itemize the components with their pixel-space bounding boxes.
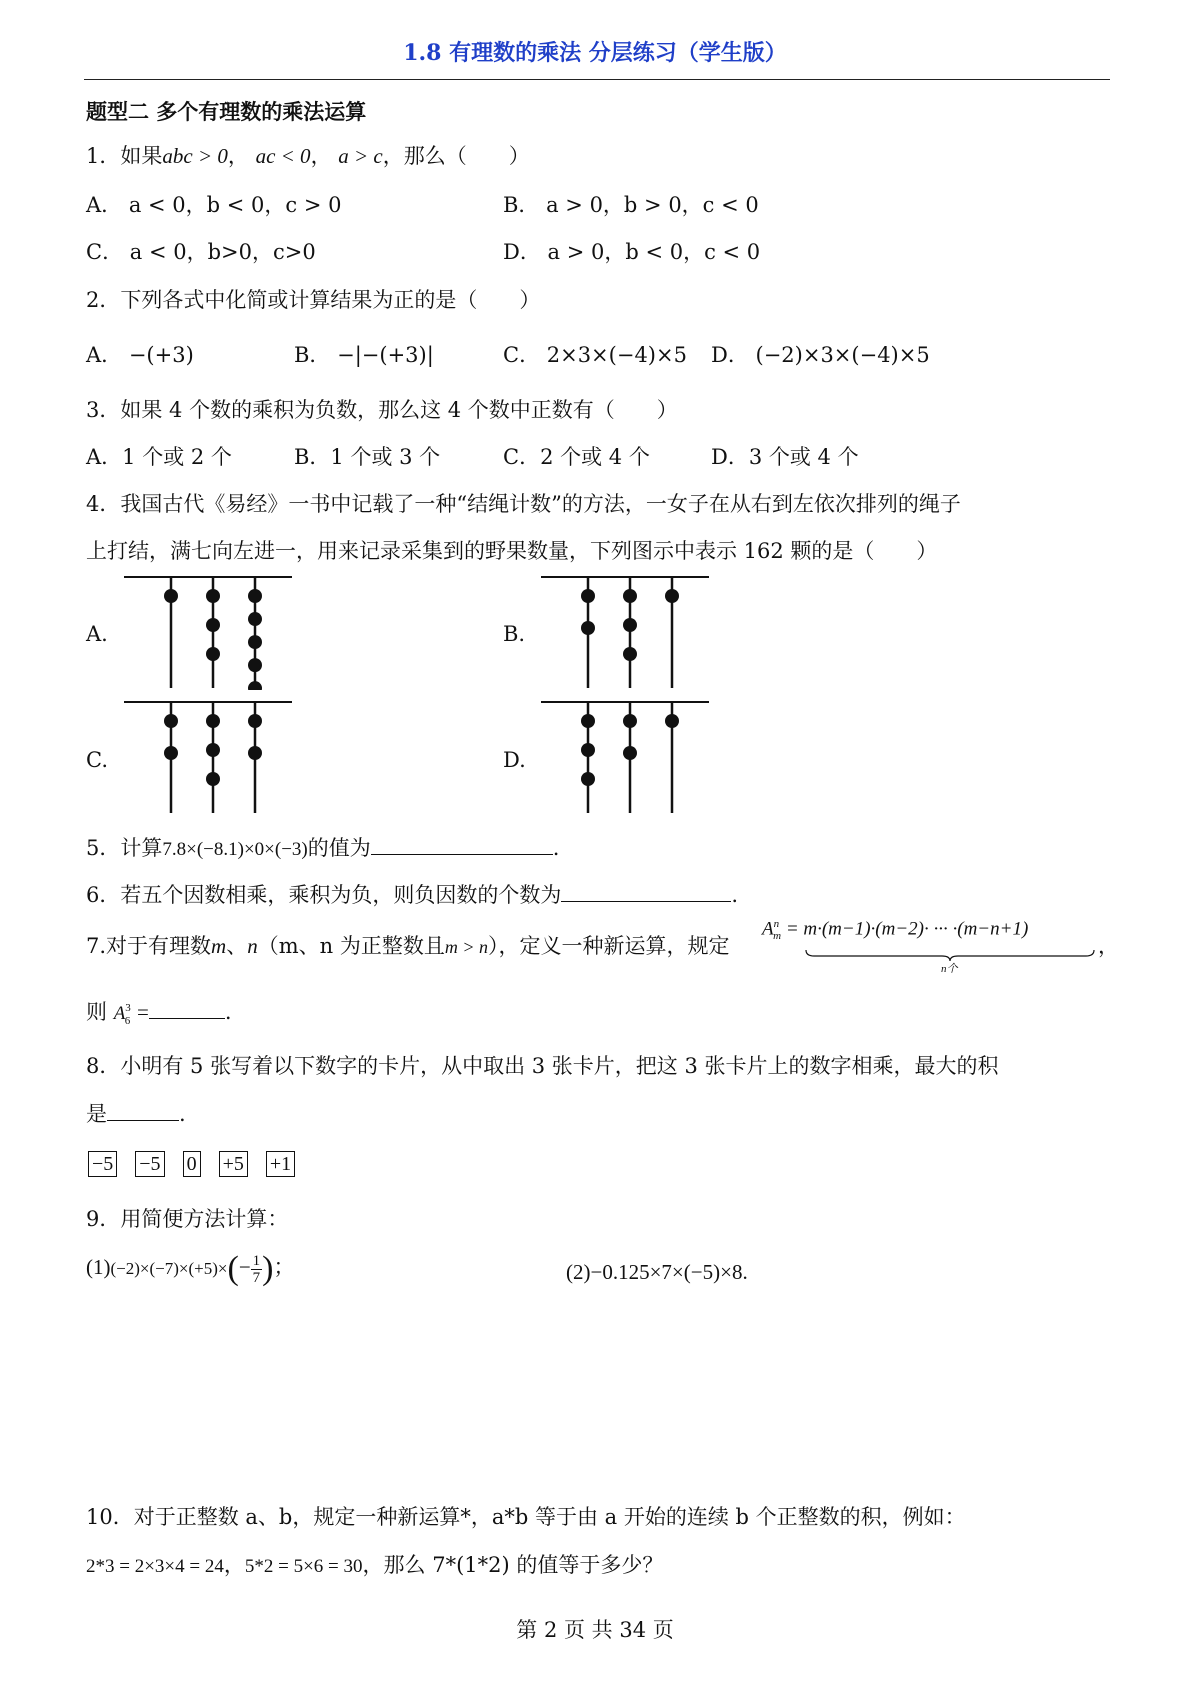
q7-suffix: ），定义一种新运算，规定 [488, 934, 730, 958]
q3-option-b: B．1 个或 3 个 [294, 445, 441, 469]
q8-card-5: +1 [266, 1151, 295, 1177]
rope-2-knot [623, 746, 637, 760]
rope-3-knot [665, 589, 679, 603]
rope-2-knot [206, 589, 220, 603]
q9-part1: (1)(−2)×(−7)×(+5)×(− $\frac{1}{7}$ )； [86, 1250, 295, 1287]
q3-option-d: D．3 个或 4 个 [711, 445, 859, 469]
q1-stem: 1．如果abc > 0， ac < 0， a > c，那么（ ） [86, 144, 530, 168]
q9-p1-expression: (−2)×(−7)×(+5)× [110, 1258, 228, 1278]
q9-p1-numerator: 1 [252, 1252, 261, 1269]
q9-p1-denominator: 7 [252, 1269, 261, 1286]
q7-m: m [211, 934, 227, 958]
rope-3-knot [248, 635, 262, 649]
rope-1-knot [581, 772, 595, 786]
rope-2-knot [623, 618, 637, 632]
q9-p1-label: (1) [86, 1254, 111, 1279]
q7-brace-label: n个 [941, 963, 958, 975]
q4-label-d: D. [503, 748, 526, 772]
q3-option-c: C．2 个或 4 个 [503, 445, 650, 469]
q4-knot-diagram-b [541, 574, 711, 690]
rope-1-knot [581, 589, 595, 603]
header-rule [84, 79, 1110, 80]
q10-suffix: ，那么 7*(1*2) 的值等于多少？ [362, 1553, 664, 1577]
rope-3-knot [248, 658, 262, 672]
q7-formula-sub: m [773, 930, 782, 943]
q7-sep: 、 [226, 934, 248, 958]
q1-prefix: 1．如果 [86, 144, 163, 168]
q6-answer-blank[interactable] [561, 883, 731, 902]
rope-2-knot [206, 772, 220, 786]
rope-1-knot [164, 714, 178, 728]
q2-option-d: D． (−2)×3×(−4)×5 [711, 343, 930, 367]
q7-paren: （m、n 为正整数且 [257, 934, 445, 958]
rope-3-knot [665, 714, 679, 728]
q5-end: . [552, 836, 560, 860]
q1-option-d: D． a > 0，b < 0，c < 0 [503, 240, 761, 264]
q7-formula-a: A [762, 918, 774, 940]
rope-1-knot [164, 746, 178, 760]
q8-line1: 8．小明有 5 张写着以下数字的卡片，从中取出 3 张卡片，把这 3 张卡片上的数字相乘，最大的积 [86, 1054, 999, 1078]
q5-answer-blank[interactable] [371, 836, 553, 855]
q9-p1-fraction [251, 1253, 263, 1286]
q7-line2-eq: = [136, 1000, 149, 1024]
q9-p2-expression: −0.125×7×(−5)×8 [590, 1260, 743, 1284]
q9-p1-end: ； [273, 1254, 295, 1279]
q3-option-a: A．1 个或 2 个 [86, 445, 232, 469]
rope-3-knot [248, 681, 262, 690]
q6-text: 6．若五个因数相乘，乘积为负，则负因数的个数为 [86, 883, 562, 907]
q7-cond: m > n [444, 937, 488, 957]
q9-p2-end: . [742, 1260, 748, 1284]
q6-line [86, 879, 738, 909]
q10-example1: 2*3 = 2×3×4 = 24 [86, 1556, 224, 1577]
q4-label-b: B. [503, 622, 526, 646]
q9-p2-label: (2) [566, 1260, 591, 1284]
q7-answer-blank[interactable] [149, 1000, 225, 1019]
q8-card-1: −5 [88, 1151, 117, 1177]
rope-1-knot [581, 743, 595, 757]
q3-stem: 3．如果 4 个数的乘积为负数，那么这 4 个数中正数有（ ） [86, 398, 678, 422]
page-header-title: 1.8 有理数的乘法 分层练习（学生版） [403, 40, 787, 66]
q4-knot-diagram-c [124, 699, 294, 815]
rope-2-knot [623, 714, 637, 728]
q4-label-a: A. [86, 622, 108, 646]
rope-2-knot [206, 714, 220, 728]
q4-line2: 上打结，满七向左进一，用来记录采集到的野果数量，下列图示中表示 162 颗的是（ ） [86, 539, 938, 563]
q9-stem: 9．用简便方法计算： [86, 1207, 289, 1231]
q1-option-a: A． a < 0，b < 0，c > 0 [86, 193, 342, 217]
q7-formula-rhs: = m·(m−1)·(m−2)· ··· ·(m−n+1) [785, 918, 1029, 940]
q2-option-b: B． −|−(+3)| [294, 343, 434, 367]
q8-card-2: −5 [135, 1151, 164, 1177]
rope-3-knot [248, 746, 262, 760]
q7-formula [762, 918, 1028, 942]
q1-cond3: a > c [338, 144, 383, 168]
q8-card-3: 0 [183, 1151, 201, 1177]
q7-line2-sup: 3 [125, 1002, 131, 1014]
q4-knot-diagram-d [541, 699, 711, 815]
q7-comma: ， [1098, 934, 1119, 958]
q1-cond1: abc > 0 [162, 144, 228, 168]
q10-example2: 5*2 = 5×6 = 30 [244, 1556, 363, 1577]
q10-line1: 10．对于正整数 a、b，规定一种新运算*，a*b 等于由 a 开始的连续 b 个正整数的积，例如： [86, 1505, 966, 1529]
q2-option-a: A． −(+3) [86, 343, 194, 367]
q1-suffix: ，那么（ ） [382, 144, 530, 168]
q7-line1 [86, 930, 730, 960]
q10-sep: ， [223, 1553, 245, 1577]
q5-expression: 7.8×(−8.1)×0×(−3) [162, 839, 308, 860]
q5-prefix: 5．计算 [86, 836, 163, 860]
section-title: 题型二 多个有理数的乘法运算 [86, 99, 367, 124]
q1-option-c: C． a < 0，b>0，c>0 [86, 240, 316, 264]
q8-answer-blank[interactable] [107, 1102, 179, 1121]
q2-option-c: C． 2×3×(−4)×5 [503, 343, 687, 367]
q4-line1: 4．我国古代《易经》一书中记载了一种“结绳计数”的方法，一女子在从右到左依次排列的绳子 [86, 492, 961, 516]
q9-p1-sign: − [238, 1254, 251, 1279]
rope-2-knot [206, 618, 220, 632]
q10-line2 [86, 1549, 663, 1579]
q2-stem: 2．下列各式中化简或计算结果为正的是（ ） [86, 288, 541, 312]
q7-line2 [86, 996, 232, 1027]
rope-2-knot [623, 589, 637, 603]
q7-line2-prefix: 则 [86, 1000, 107, 1024]
q8-card-4: +5 [219, 1151, 248, 1177]
rope-3-knot [248, 612, 262, 626]
rope-2-knot [206, 647, 220, 661]
q5-suffix: 的值为 [307, 836, 371, 860]
q8-line2-text: 是 [86, 1102, 107, 1126]
q7-line2-end: . [224, 1000, 232, 1024]
rope-3-knot [248, 589, 262, 603]
rope-1-knot [581, 714, 595, 728]
q5-line [86, 832, 559, 862]
rope-3-knot [248, 714, 262, 728]
q7-formula-sup: n [773, 918, 780, 930]
rope-2-knot [623, 647, 637, 661]
q7-prefix: 7.对于有理数 [86, 934, 212, 958]
q9-part2 [566, 1260, 748, 1285]
page-footer: 第 2 页 共 34 页 [516, 1618, 674, 1642]
q1-option-b: B． a > 0，b > 0，c < 0 [503, 193, 759, 217]
q7-n: n [247, 934, 258, 958]
q4-knot-diagram-a [124, 574, 294, 690]
q7-line2-a: A [113, 1003, 126, 1024]
rope-2-knot [206, 743, 220, 757]
q8-line2 [86, 1098, 186, 1128]
q7-line2-sub: 6 [124, 1015, 131, 1028]
rope-1-knot [581, 621, 595, 635]
q6-end: . [731, 883, 739, 907]
q8-end: . [179, 1102, 186, 1126]
rope-1-knot [164, 589, 178, 603]
q8-cards [88, 1151, 313, 1177]
q4-label-c: C. [86, 748, 108, 772]
q1-cond2: ac < 0 [255, 144, 311, 168]
